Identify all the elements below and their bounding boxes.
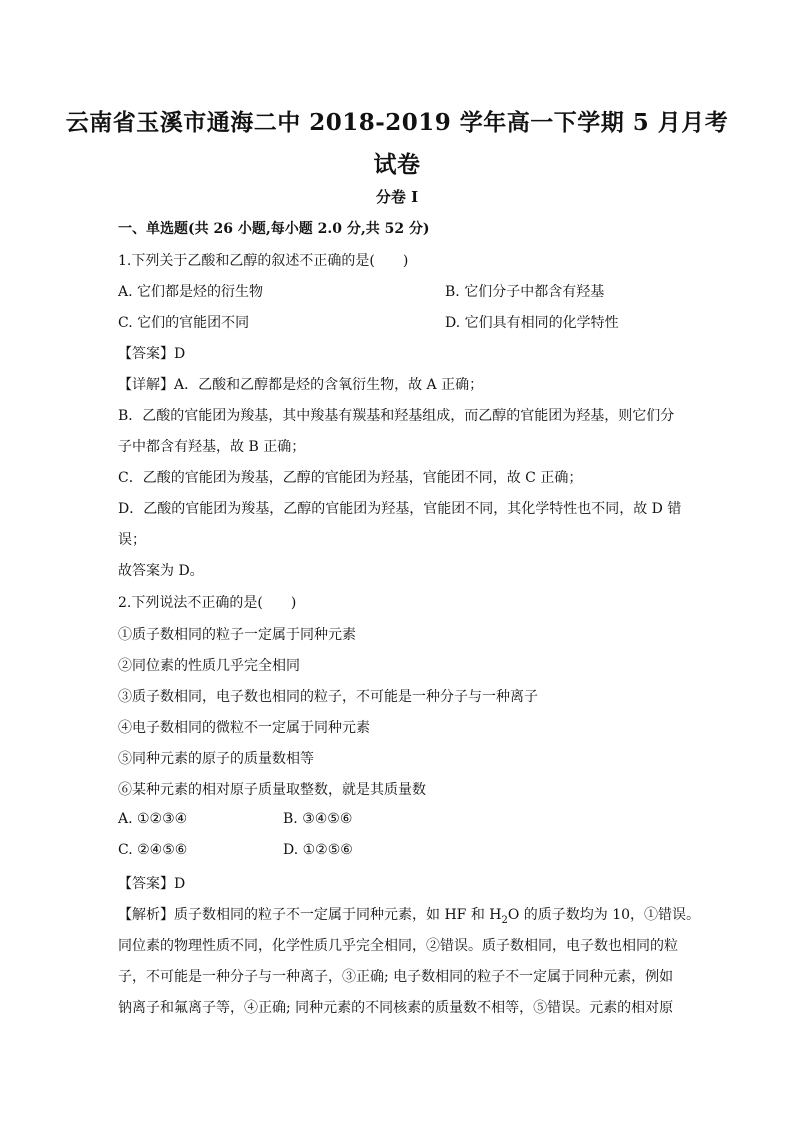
q2-statement: ⑥某种元素的相对原子质量取整数，就是其质量数: [118, 782, 426, 798]
title-line-2: 试卷: [373, 151, 421, 178]
q2-explain-text: 【解析】质子数相同的粒子不一定属于同种元素，如 HF 和 H: [118, 907, 502, 923]
q2-option-c: C. ②④⑤⑥: [118, 842, 188, 858]
q2-explain-line: 子，不可能是一种分子与一种离子，③正确; 电子数相同的粒子不一定属于同种元素，例如: [118, 969, 674, 985]
section-label: 分卷 I: [375, 188, 419, 206]
q1-explain-line: C．乙酸的官能团为羧基，乙醇的官能团为羟基，官能团不同，故 C 正确；: [118, 470, 583, 486]
q2-statement: ⑤同种元素的原子的质量数相等: [118, 751, 314, 767]
q2-stem: 2.下列说法不正确的是( ): [118, 595, 297, 611]
q1-option-c: C. 它们的官能团不同: [118, 315, 250, 331]
q2-option-a: A. ①②③④: [118, 811, 188, 827]
q2-option-b: B. ③④⑤⑥: [283, 811, 353, 827]
q2-statement: ④电子数相同的微粒不一定属于同种元素: [118, 720, 370, 736]
q1-option-b: B. 它们分子中都含有羟基: [445, 284, 605, 300]
q1-explain-line: 【详解】A．乙酸和乙醇都是烃的含氧衍生物，故 A 正确；: [118, 377, 484, 393]
title-line-1: 云南省玉溪市通海二中 2018-2019 学年高一下学期 5 月月考: [65, 109, 729, 136]
q2-statement: ①质子数相同的粒子一定属于同种元素: [118, 627, 356, 643]
q1-option-a: A. 它们都是烃的衍生物: [118, 284, 264, 300]
q2-statement: ②同位素的性质几乎完全相同: [118, 658, 300, 674]
q2-option-d: D. ①②⑤⑥: [283, 842, 353, 858]
q1-explain-line: B．乙酸的官能团为羧基，其中羧基有羰基和羟基组成，而乙醇的官能团为羟基，则它们分: [118, 408, 675, 424]
q1-explain-line: 子中都含有羟基，故 B 正确；: [118, 439, 306, 455]
part-heading: 一、单选题(共 26 小题,每小题 2.0 分,共 52 分): [118, 221, 430, 237]
q2-explain-text: O 的质子数均为 10，①错误。: [507, 907, 701, 923]
q1-explain-line: 误；: [118, 532, 146, 548]
q2-answer: 【答案】D: [118, 876, 186, 892]
q1-option-d: D. 它们具有相同的化学特性: [445, 315, 619, 331]
q2-statement: ③质子数相同，电子数也相同的粒子，不可能是一种分子与一种离子: [118, 689, 538, 705]
q1-explain-line: D．乙酸的官能团为羧基，乙醇的官能团为羟基，官能团不同，其化学特性也不同，故 D 错: [118, 501, 682, 517]
q2-explain-line: 同位素的物理性质不同，化学性质几乎完全相同，②错误。质子数相同，电子数也相同的粒: [118, 938, 678, 954]
q2-explain-line: [118, 904, 700, 926]
q2-explain-line: 钠离子和氟离子等，④正确; 同种元素的不同核素的质量数不相等，⑤错误。元素的相对原: [118, 1000, 674, 1016]
q1-answer: 【答案】D: [118, 346, 186, 362]
q1-stem: 1.下列关于乙酸和乙醇的叙述不正确的是( ): [118, 253, 409, 269]
subscript: 2: [501, 914, 508, 926]
q1-conclusion: 故答案为 D。: [118, 563, 204, 579]
